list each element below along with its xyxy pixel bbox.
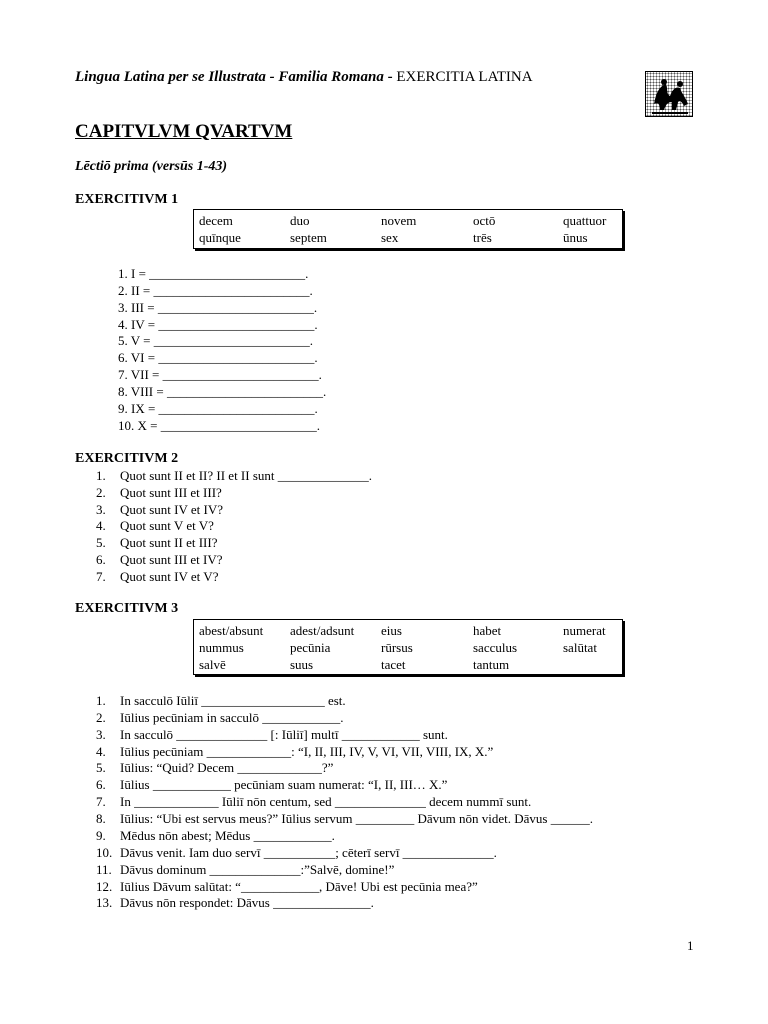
- word-cell: ūnus: [563, 230, 588, 245]
- word-cell: tantum: [473, 657, 510, 672]
- exercise-1-item: 1. I = ________________________.: [118, 266, 309, 281]
- exercise-2-item: 1. Quot sunt II et II? II et II sunt ______________.: [96, 468, 373, 483]
- word-cell: quīnque: [199, 230, 241, 245]
- exercise-2-title: EXERCITIVM 2: [75, 451, 179, 466]
- exercise-3-word-box: [193, 619, 623, 675]
- exercise-1-item: 8. VIII = ________________________.: [118, 384, 327, 399]
- word-cell: tacet: [381, 657, 406, 672]
- header-separator: -: [383, 69, 397, 85]
- word-cell: suus: [290, 657, 314, 672]
- exercise-2-item: 6. Quot sunt III et IV?: [96, 552, 223, 567]
- word-cell: rūrsus: [381, 640, 413, 655]
- word-cell: habet: [473, 623, 502, 638]
- exercise-1-item: 4. IV = ________________________.: [118, 317, 318, 332]
- word-cell: nummus: [199, 640, 244, 655]
- word-cell: novem: [381, 213, 417, 228]
- exercise-3-item: 12. Iūlius Dāvum salūtat: “____________, Dāve! Ubi est pecūnia mea?”: [96, 879, 478, 894]
- exercise-1-item: 10. X = ________________________.: [118, 418, 320, 433]
- document-header: [75, 69, 533, 86]
- word-cell: eius: [381, 623, 402, 638]
- chapter-title: CAPITVLVM QVARTVM: [75, 121, 293, 142]
- header-subtitle: EXERCITIA LATINA: [396, 69, 533, 85]
- exercise-2-item: 3. Quot sunt IV et IV?: [96, 502, 224, 517]
- exercise-3-item: 10. Dāvus venit. Iam duo servī ___________; cēterī servī ______________.: [96, 845, 497, 860]
- exercise-1-word-box: [193, 209, 623, 249]
- word-cell: sex: [381, 230, 399, 245]
- exercise-1-item: 7. VII = ________________________.: [118, 367, 322, 382]
- word-cell: septem: [290, 230, 327, 245]
- exercise-2-item: 4. Quot sunt V et V?: [96, 518, 214, 533]
- exercise-3-item: 5. Iūlius: “Quid? Decem _____________?”: [96, 760, 334, 775]
- exercise-3-item: 4. Iūlius pecūniam _____________: “I, II, III, IV, V, VI, VII, VIII, IX, X.”: [96, 744, 494, 759]
- exercise-3-item: 1. In sacculō Iūliī ___________________ est.: [96, 693, 346, 708]
- exercise-3-title: EXERCITIVM 3: [75, 601, 179, 616]
- exercise-3-item: 7. In _____________ Iūliī nōn centum, sed ______________ decem nummī sunt.: [96, 794, 532, 809]
- page-number: 1: [687, 938, 694, 953]
- exercise-3-item: 6. Iūlius ____________ pecūniam suam numerat: “I, II, III… X.”: [96, 777, 448, 792]
- word-cell: quattuor: [563, 213, 607, 228]
- exercise-1-item: 9. IX = ________________________.: [118, 401, 318, 416]
- word-cell: sacculus: [473, 640, 518, 655]
- word-cell: octō: [473, 213, 496, 228]
- word-cell: decem: [199, 213, 233, 228]
- exercise-1-item: 6. VI = ________________________.: [118, 350, 318, 365]
- header-volume: Familia Romana: [278, 69, 384, 85]
- word-cell: abest/absunt: [199, 623, 264, 638]
- exercise-1-item: 2. II = ________________________.: [118, 283, 313, 298]
- exercise-2-item: 7. Quot sunt IV et V?: [96, 569, 219, 584]
- word-cell: numerat: [563, 623, 606, 638]
- exercise-1-item: 5. V = ________________________.: [118, 333, 313, 348]
- word-cell: salvē: [199, 657, 226, 672]
- exercise-1-title: EXERCITIVM 1: [75, 192, 179, 207]
- roman-figures-emblem-icon: [645, 71, 693, 117]
- exercise-3-item: 9. Mēdus nōn abest; Mēdus ____________.: [96, 828, 335, 843]
- header-series: Lingua Latina per se Illustrata -: [75, 69, 279, 85]
- exercise-3-item: 11. Dāvus dominum ______________:”Salvē, domine!”: [96, 862, 395, 877]
- exercise-3-item: 8. Iūlius: “Ubi est servus meus?” Iūlius servum _________ Dāvum nōn videt. Dāvus ______.: [96, 811, 593, 826]
- exercise-3-item: 2. Iūlius pecūniam in sacculō ____________.: [96, 710, 344, 725]
- word-cell: pecūnia: [290, 640, 331, 655]
- exercise-2-item: 2. Quot sunt III et III?: [96, 485, 222, 500]
- lesson-subtitle: Lēctiō prima (versūs 1-43): [75, 159, 228, 174]
- word-cell: trēs: [473, 230, 492, 245]
- word-cell: duo: [290, 213, 310, 228]
- exercise-1-item: 3. III = ________________________.: [118, 300, 318, 315]
- exercise-3-item: 3. In sacculō ______________ [: Iūliī] multī ____________ sunt.: [96, 727, 448, 742]
- exercise-2-item: 5. Quot sunt II et III?: [96, 535, 218, 550]
- word-cell: adest/adsunt: [290, 623, 355, 638]
- exercise-3-item: 13. Dāvus nōn respondet: Dāvus _______________.: [96, 895, 374, 910]
- word-cell: salūtat: [563, 640, 597, 655]
